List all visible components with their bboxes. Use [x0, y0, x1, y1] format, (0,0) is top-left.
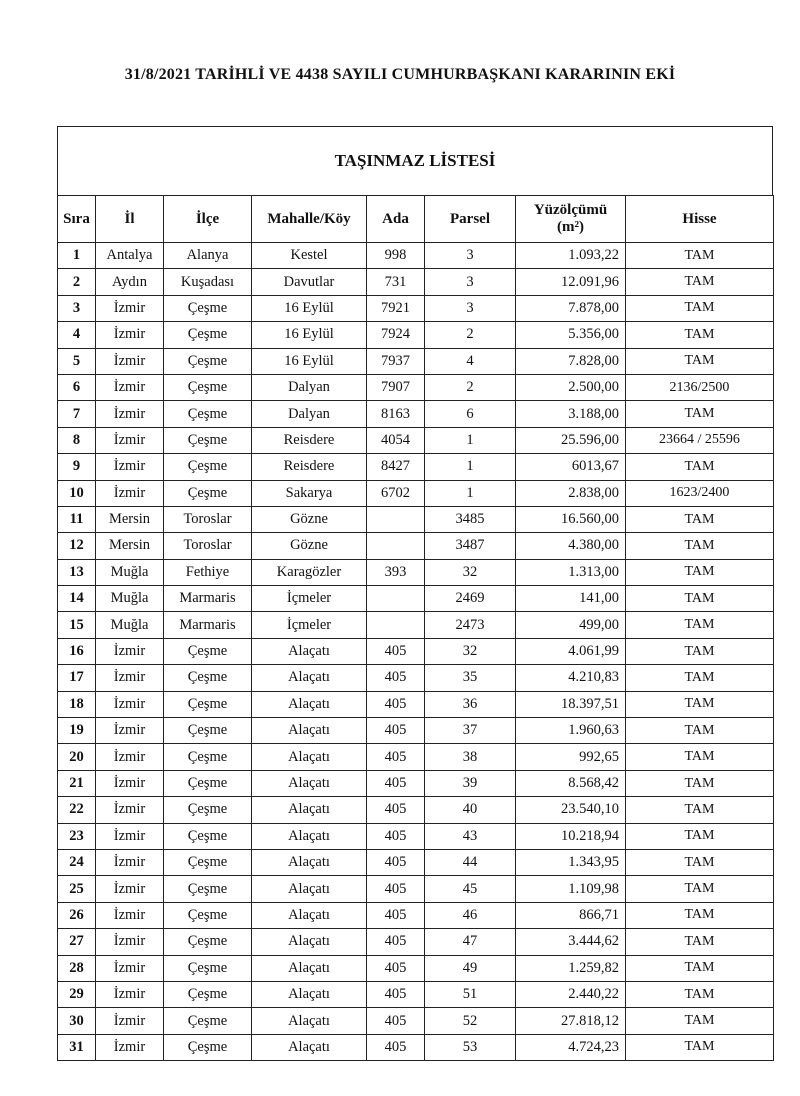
mahalle-cell: Alaçatı — [252, 1008, 367, 1034]
share-cell: TAM — [626, 1008, 774, 1034]
row-number: 13 — [58, 559, 96, 585]
row-number: 17 — [58, 665, 96, 691]
mahalle-cell: Dalyan — [252, 374, 367, 400]
table-row — [58, 770, 774, 796]
mahalle-cell: Gözne — [252, 533, 367, 559]
mahalle-cell: Alaçatı — [252, 638, 367, 664]
share-cell: TAM — [626, 981, 774, 1007]
parsel-cell: 49 — [425, 955, 516, 981]
ilce-cell: Çeşme — [164, 454, 252, 480]
mahalle-cell: 16 Eylül — [252, 348, 367, 374]
ada-cell — [367, 506, 425, 532]
header-parsel: Parsel — [425, 196, 516, 243]
il-cell: İzmir — [96, 1034, 164, 1060]
row-number: 10 — [58, 480, 96, 506]
area-cell: 1.259,82 — [516, 955, 626, 981]
share-cell: TAM — [626, 744, 774, 770]
table-row — [58, 506, 774, 532]
table-row — [58, 638, 774, 664]
table-title: TAŞINMAZ LİSTESİ — [57, 126, 773, 195]
area-cell: 1.313,00 — [516, 559, 626, 585]
share-cell: TAM — [626, 823, 774, 849]
il-cell: İzmir — [96, 638, 164, 664]
ada-cell: 7924 — [367, 322, 425, 348]
ada-cell — [367, 612, 425, 638]
il-cell: Mersin — [96, 506, 164, 532]
area-cell: 4.061,99 — [516, 638, 626, 664]
table-row — [58, 348, 774, 374]
ada-cell: 405 — [367, 797, 425, 823]
ada-cell — [367, 586, 425, 612]
table-row — [58, 823, 774, 849]
table-row — [58, 480, 774, 506]
row-number: 26 — [58, 902, 96, 928]
ada-cell: 405 — [367, 981, 425, 1007]
mahalle-cell: Alaçatı — [252, 849, 367, 875]
il-cell: İzmir — [96, 348, 164, 374]
ada-cell: 731 — [367, 269, 425, 295]
il-cell: Aydın — [96, 269, 164, 295]
area-cell: 7.878,00 — [516, 295, 626, 321]
parsel-cell: 37 — [425, 718, 516, 744]
mahalle-cell: 16 Eylül — [252, 322, 367, 348]
il-cell: İzmir — [96, 981, 164, 1007]
table-row — [58, 533, 774, 559]
share-cell: TAM — [626, 1034, 774, 1060]
ilce-cell: Çeşme — [164, 849, 252, 875]
il-cell: İzmir — [96, 427, 164, 453]
il-cell: İzmir — [96, 955, 164, 981]
parsel-cell: 2469 — [425, 586, 516, 612]
ada-cell: 6702 — [367, 480, 425, 506]
mahalle-cell: İçmeler — [252, 612, 367, 638]
parsel-cell: 52 — [425, 1008, 516, 1034]
ada-cell: 998 — [367, 243, 425, 269]
ada-cell: 7907 — [367, 374, 425, 400]
header-ada: Ada — [367, 196, 425, 243]
property-table — [57, 195, 774, 1061]
area-cell: 1.093,22 — [516, 243, 626, 269]
area-cell: 10.218,94 — [516, 823, 626, 849]
parsel-cell: 4 — [425, 348, 516, 374]
row-number: 14 — [58, 586, 96, 612]
share-cell: TAM — [626, 876, 774, 902]
row-number: 5 — [58, 348, 96, 374]
mahalle-cell: Alaçatı — [252, 691, 367, 717]
il-cell: Muğla — [96, 559, 164, 585]
row-number: 9 — [58, 454, 96, 480]
il-cell: İzmir — [96, 770, 164, 796]
header-yuzolcumu: Yüzölçümü (m²) — [516, 196, 626, 243]
il-cell: İzmir — [96, 849, 164, 875]
row-number: 16 — [58, 638, 96, 664]
ilce-cell: Çeşme — [164, 718, 252, 744]
ada-cell: 405 — [367, 902, 425, 928]
share-cell: TAM — [626, 533, 774, 559]
mahalle-cell: Reisdere — [252, 427, 367, 453]
parsel-cell: 32 — [425, 638, 516, 664]
ilce-cell: Toroslar — [164, 506, 252, 532]
ilce-cell: Çeşme — [164, 691, 252, 717]
mahalle-cell: Alaçatı — [252, 902, 367, 928]
ilce-cell: Çeşme — [164, 665, 252, 691]
mahalle-cell: Davutlar — [252, 269, 367, 295]
ada-cell — [367, 533, 425, 559]
share-cell: TAM — [626, 797, 774, 823]
mahalle-cell: Alaçatı — [252, 876, 367, 902]
area-cell: 866,71 — [516, 902, 626, 928]
ada-cell: 405 — [367, 1034, 425, 1060]
ilce-cell: Çeşme — [164, 638, 252, 664]
share-cell: TAM — [626, 929, 774, 955]
area-cell: 499,00 — [516, 612, 626, 638]
share-cell: TAM — [626, 559, 774, 585]
area-cell: 25.596,00 — [516, 427, 626, 453]
mahalle-cell: Alaçatı — [252, 929, 367, 955]
area-cell: 992,65 — [516, 744, 626, 770]
ada-cell: 7921 — [367, 295, 425, 321]
header-sira: Sıra — [58, 196, 96, 243]
table-row — [58, 322, 774, 348]
table-row — [58, 902, 774, 928]
il-cell: İzmir — [96, 480, 164, 506]
row-number: 22 — [58, 797, 96, 823]
header-il: İl — [96, 196, 164, 243]
il-cell: İzmir — [96, 718, 164, 744]
table-row — [58, 1034, 774, 1060]
il-cell: Mersin — [96, 533, 164, 559]
header-hisse: Hisse — [626, 196, 774, 243]
parsel-cell: 51 — [425, 981, 516, 1007]
il-cell: Antalya — [96, 243, 164, 269]
ilce-cell: Kuşadası — [164, 269, 252, 295]
row-number: 7 — [58, 401, 96, 427]
ada-cell: 8163 — [367, 401, 425, 427]
mahalle-cell: Alaçatı — [252, 1034, 367, 1060]
row-number: 8 — [58, 427, 96, 453]
ilce-cell: Çeşme — [164, 876, 252, 902]
ilce-cell: Marmaris — [164, 586, 252, 612]
share-cell: TAM — [626, 454, 774, 480]
table-body — [58, 243, 774, 1061]
share-cell: TAM — [626, 295, 774, 321]
row-number: 15 — [58, 612, 96, 638]
il-cell: İzmir — [96, 691, 164, 717]
ilce-cell: Marmaris — [164, 612, 252, 638]
share-cell: TAM — [626, 612, 774, 638]
mahalle-cell: Alaçatı — [252, 744, 367, 770]
parsel-cell: 1 — [425, 427, 516, 453]
parsel-cell: 44 — [425, 849, 516, 875]
table-row — [58, 427, 774, 453]
parsel-cell: 46 — [425, 902, 516, 928]
ilce-cell: Çeşme — [164, 322, 252, 348]
ada-cell: 405 — [367, 849, 425, 875]
ada-cell: 405 — [367, 955, 425, 981]
ilce-cell: Çeşme — [164, 823, 252, 849]
mahalle-cell: Sakarya — [252, 480, 367, 506]
area-cell: 3.188,00 — [516, 401, 626, 427]
table-row — [58, 691, 774, 717]
share-cell: 1623/2400 — [626, 480, 774, 506]
ilce-cell: Çeşme — [164, 902, 252, 928]
share-cell: TAM — [626, 243, 774, 269]
table-row — [58, 955, 774, 981]
ada-cell: 393 — [367, 559, 425, 585]
table-row — [58, 797, 774, 823]
parsel-cell: 2 — [425, 374, 516, 400]
share-cell: TAM — [626, 691, 774, 717]
area-cell: 3.444,62 — [516, 929, 626, 955]
row-number: 1 — [58, 243, 96, 269]
parsel-cell: 2473 — [425, 612, 516, 638]
ilce-cell: Çeşme — [164, 295, 252, 321]
document-title: 31/8/2021 TARİHLİ VE 4438 SAYILI CUMHURBAŞKANI KARARININ EKİ — [124, 66, 676, 83]
row-number: 29 — [58, 981, 96, 1007]
table-row — [58, 981, 774, 1007]
table-row — [58, 559, 774, 585]
ada-cell: 405 — [367, 876, 425, 902]
mahalle-cell: Reisdere — [252, 454, 367, 480]
area-cell: 12.091,96 — [516, 269, 626, 295]
table-row — [58, 876, 774, 902]
share-cell: TAM — [626, 322, 774, 348]
mahalle-cell: Kestel — [252, 243, 367, 269]
ada-cell: 8427 — [367, 454, 425, 480]
ada-cell: 405 — [367, 744, 425, 770]
mahalle-cell: 16 Eylül — [252, 295, 367, 321]
parsel-cell: 36 — [425, 691, 516, 717]
row-number: 21 — [58, 770, 96, 796]
table-row — [58, 612, 774, 638]
ilce-cell: Çeşme — [164, 374, 252, 400]
area-cell: 18.397,51 — [516, 691, 626, 717]
mahalle-cell: Alaçatı — [252, 955, 367, 981]
il-cell: İzmir — [96, 374, 164, 400]
mahalle-cell: Alaçatı — [252, 770, 367, 796]
area-cell: 1.960,63 — [516, 718, 626, 744]
share-cell: TAM — [626, 586, 774, 612]
header-ilce: İlçe — [164, 196, 252, 243]
row-number: 28 — [58, 955, 96, 981]
area-cell: 23.540,10 — [516, 797, 626, 823]
parsel-cell: 6 — [425, 401, 516, 427]
area-cell: 8.568,42 — [516, 770, 626, 796]
ada-cell: 405 — [367, 718, 425, 744]
row-number: 20 — [58, 744, 96, 770]
table-row — [58, 295, 774, 321]
table-row — [58, 1008, 774, 1034]
share-cell: 23664 / 25596 — [626, 427, 774, 453]
parsel-cell: 3485 — [425, 506, 516, 532]
mahalle-cell: Alaçatı — [252, 665, 367, 691]
il-cell: İzmir — [96, 929, 164, 955]
area-cell: 141,00 — [516, 586, 626, 612]
il-cell: İzmir — [96, 902, 164, 928]
property-list-sheet — [57, 126, 773, 1061]
parsel-cell: 1 — [425, 480, 516, 506]
mahalle-cell: Alaçatı — [252, 981, 367, 1007]
table-row — [58, 454, 774, 480]
row-number: 6 — [58, 374, 96, 400]
il-cell: İzmir — [96, 295, 164, 321]
parsel-cell: 2 — [425, 322, 516, 348]
il-cell: İzmir — [96, 1008, 164, 1034]
parsel-cell: 1 — [425, 454, 516, 480]
ilce-cell: Toroslar — [164, 533, 252, 559]
row-number: 3 — [58, 295, 96, 321]
row-number: 11 — [58, 506, 96, 532]
area-cell: 5.356,00 — [516, 322, 626, 348]
area-cell: 6013,67 — [516, 454, 626, 480]
ilce-cell: Çeşme — [164, 797, 252, 823]
mahalle-cell: Alaçatı — [252, 797, 367, 823]
share-cell: TAM — [626, 401, 774, 427]
share-cell: TAM — [626, 269, 774, 295]
area-cell: 2.440,22 — [516, 981, 626, 1007]
area-cell: 2.838,00 — [516, 480, 626, 506]
share-cell: TAM — [626, 506, 774, 532]
ilce-cell: Çeşme — [164, 981, 252, 1007]
mahalle-cell: Gözne — [252, 506, 367, 532]
il-cell: İzmir — [96, 876, 164, 902]
row-number: 23 — [58, 823, 96, 849]
il-cell: İzmir — [96, 401, 164, 427]
parsel-cell: 3 — [425, 269, 516, 295]
mahalle-cell: Karagözler — [252, 559, 367, 585]
table-row — [58, 929, 774, 955]
parsel-cell: 39 — [425, 770, 516, 796]
share-cell: TAM — [626, 638, 774, 664]
area-cell: 16.560,00 — [516, 506, 626, 532]
table-row — [58, 665, 774, 691]
parsel-cell: 40 — [425, 797, 516, 823]
il-cell: İzmir — [96, 797, 164, 823]
table-row — [58, 718, 774, 744]
header-mahalle: Mahalle/Köy — [252, 196, 367, 243]
table-row — [58, 243, 774, 269]
ada-cell: 4054 — [367, 427, 425, 453]
ilce-cell: Çeşme — [164, 744, 252, 770]
parsel-cell: 38 — [425, 744, 516, 770]
parsel-cell: 3487 — [425, 533, 516, 559]
area-cell: 4.380,00 — [516, 533, 626, 559]
share-cell: TAM — [626, 665, 774, 691]
share-cell: TAM — [626, 955, 774, 981]
row-number: 24 — [58, 849, 96, 875]
ada-cell: 405 — [367, 770, 425, 796]
il-cell: İzmir — [96, 744, 164, 770]
row-number: 25 — [58, 876, 96, 902]
row-number: 2 — [58, 269, 96, 295]
ada-cell: 405 — [367, 691, 425, 717]
ilce-cell: Çeşme — [164, 427, 252, 453]
mahalle-cell: İçmeler — [252, 586, 367, 612]
parsel-cell: 43 — [425, 823, 516, 849]
area-cell: 4.724,23 — [516, 1034, 626, 1060]
area-cell: 1.109,98 — [516, 876, 626, 902]
row-number: 4 — [58, 322, 96, 348]
ada-cell: 405 — [367, 929, 425, 955]
il-cell: İzmir — [96, 823, 164, 849]
parsel-cell: 3 — [425, 295, 516, 321]
mahalle-cell: Alaçatı — [252, 823, 367, 849]
ilce-cell: Alanya — [164, 243, 252, 269]
ilce-cell: Çeşme — [164, 1008, 252, 1034]
row-number: 31 — [58, 1034, 96, 1060]
parsel-cell: 53 — [425, 1034, 516, 1060]
ilce-cell: Çeşme — [164, 955, 252, 981]
area-cell: 7.828,00 — [516, 348, 626, 374]
table-row — [58, 849, 774, 875]
parsel-cell: 32 — [425, 559, 516, 585]
ada-cell: 405 — [367, 638, 425, 664]
area-cell: 1.343,95 — [516, 849, 626, 875]
il-cell: İzmir — [96, 454, 164, 480]
row-number: 30 — [58, 1008, 96, 1034]
area-cell: 4.210,83 — [516, 665, 626, 691]
il-cell: Muğla — [96, 586, 164, 612]
row-number: 27 — [58, 929, 96, 955]
area-cell: 2.500,00 — [516, 374, 626, 400]
table-row — [58, 374, 774, 400]
row-number: 18 — [58, 691, 96, 717]
ilce-cell: Çeşme — [164, 480, 252, 506]
ada-cell: 405 — [367, 823, 425, 849]
header-row — [58, 196, 774, 243]
ilce-cell: Çeşme — [164, 770, 252, 796]
share-cell: TAM — [626, 849, 774, 875]
ada-cell: 405 — [367, 665, 425, 691]
mahalle-cell: Alaçatı — [252, 718, 367, 744]
parsel-cell: 3 — [425, 243, 516, 269]
parsel-cell: 45 — [425, 876, 516, 902]
row-number: 19 — [58, 718, 96, 744]
ilce-cell: Çeşme — [164, 929, 252, 955]
mahalle-cell: Dalyan — [252, 401, 367, 427]
il-cell: İzmir — [96, 665, 164, 691]
ada-cell: 7937 — [367, 348, 425, 374]
table-row — [58, 269, 774, 295]
table-row — [58, 401, 774, 427]
ada-cell: 405 — [367, 1008, 425, 1034]
share-cell: 2136/2500 — [626, 374, 774, 400]
share-cell: TAM — [626, 770, 774, 796]
parsel-cell: 47 — [425, 929, 516, 955]
ilce-cell: Çeşme — [164, 401, 252, 427]
share-cell: TAM — [626, 718, 774, 744]
ilce-cell: Çeşme — [164, 348, 252, 374]
table-row — [58, 586, 774, 612]
row-number: 12 — [58, 533, 96, 559]
ilce-cell: Çeşme — [164, 1034, 252, 1060]
share-cell: TAM — [626, 902, 774, 928]
il-cell: Muğla — [96, 612, 164, 638]
share-cell: TAM — [626, 348, 774, 374]
parsel-cell: 35 — [425, 665, 516, 691]
table-row — [58, 744, 774, 770]
ilce-cell: Fethiye — [164, 559, 252, 585]
il-cell: İzmir — [96, 322, 164, 348]
area-cell: 27.818,12 — [516, 1008, 626, 1034]
